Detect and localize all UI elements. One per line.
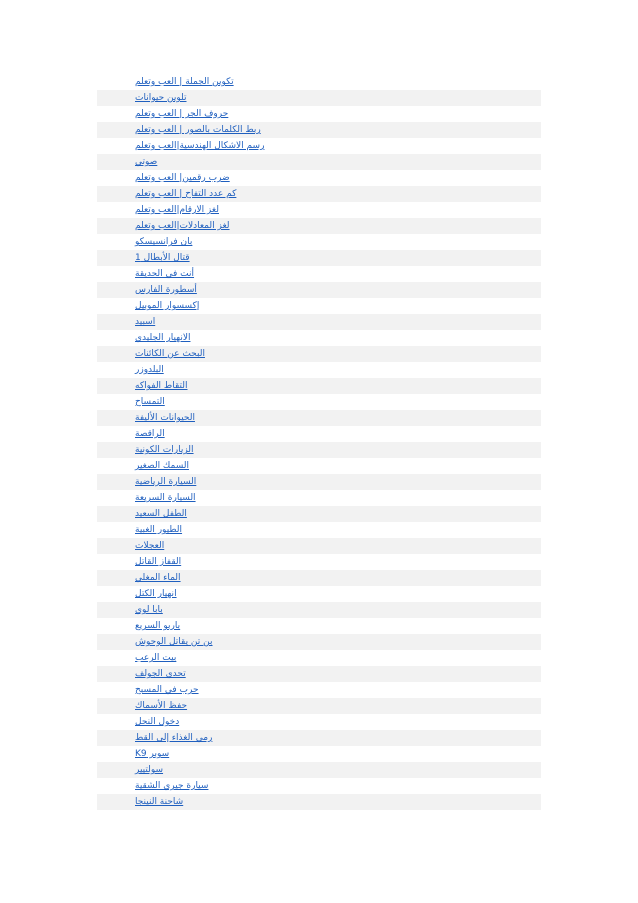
game-link[interactable]: تلوين حيوانات [135, 93, 187, 103]
list-item [97, 282, 541, 298]
game-link[interactable]: حروف الجر | العب وتعلم [135, 109, 229, 119]
game-link[interactable]: كم عدد التفاح | العب وتعلم [135, 189, 237, 199]
list-item [97, 266, 541, 282]
game-link[interactable]: بابا لوي [135, 605, 163, 615]
game-link[interactable]: أنت في الحديقة [135, 269, 195, 279]
game-link[interactable]: سولتيير [135, 765, 164, 775]
list-item [97, 186, 541, 202]
list-item [97, 746, 541, 762]
game-link[interactable]: لغز المعادلات|العب وتعلم [135, 221, 230, 231]
list-item [97, 426, 541, 442]
list-item [97, 522, 541, 538]
game-link[interactable]: القفاز القاتل [135, 557, 182, 567]
list-item [97, 346, 541, 362]
game-link[interactable]: ضرب رقمين| العب وتعلم [135, 173, 230, 183]
list-item [97, 202, 541, 218]
list-item [97, 538, 541, 554]
list-item [97, 650, 541, 666]
list-item [97, 122, 541, 138]
list-item [97, 506, 541, 522]
game-link[interactable]: الراقصة [135, 429, 165, 439]
game-link[interactable]: إكسسوار الموبيل [135, 301, 200, 311]
game-link[interactable]: سوبر K9 [135, 749, 170, 759]
game-link[interactable]: رسم الاشكال الهندسية|العب وتعلم [135, 141, 265, 151]
game-link[interactable]: السيارة السريعة [135, 493, 196, 503]
game-link[interactable]: العجلات [135, 541, 165, 551]
game-link[interactable]: انهيار الكتل [135, 589, 177, 599]
list-item [97, 682, 541, 698]
list-item [97, 234, 541, 250]
list-item [97, 74, 541, 90]
game-link[interactable]: قتال الأبطال 1 [135, 253, 190, 263]
list-item [97, 570, 541, 586]
list-item [97, 298, 541, 314]
game-link[interactable]: لغز الارقام|العب وتعلم [135, 205, 219, 215]
game-link[interactable]: الطيور الغبية [135, 525, 183, 535]
list-item [97, 250, 541, 266]
list-item [97, 730, 541, 746]
list-item [97, 394, 541, 410]
game-link[interactable]: التمساح [135, 397, 165, 407]
game-link[interactable]: الانهيار الجليدي [135, 333, 191, 343]
list-item [97, 762, 541, 778]
game-link[interactable]: بن تن يقاتل الوحوش [135, 637, 213, 647]
game-link[interactable]: بان فرانسيسكو [135, 237, 193, 247]
list-item [97, 314, 541, 330]
list-item [97, 442, 541, 458]
list-item [97, 474, 541, 490]
list-item [97, 330, 541, 346]
list-item [97, 378, 541, 394]
list-item [97, 602, 541, 618]
list-item [97, 714, 541, 730]
game-link[interactable]: سيارة جيري الشقية [135, 781, 209, 791]
game-link[interactable]: أسطورة الفارس [135, 285, 197, 295]
list-item [97, 154, 541, 170]
game-link[interactable]: الحيوانات الأليفة [135, 413, 195, 423]
list-item [97, 794, 541, 810]
game-link[interactable]: السمك الصغير [135, 461, 189, 471]
list-item [97, 778, 541, 794]
game-link[interactable]: السيارة الرياضية [135, 477, 197, 487]
game-link[interactable]: التقاط الفواكه [135, 381, 188, 391]
link-list [97, 74, 541, 810]
list-item [97, 618, 541, 634]
game-link[interactable]: البحث عن الكائنات [135, 349, 205, 359]
list-item [97, 554, 541, 570]
game-link[interactable]: الطفل السعيد [135, 509, 187, 519]
game-link[interactable]: تحدي الجولف [135, 669, 186, 679]
game-link[interactable]: ربط الكلمات بالصور | العب وتعلم [135, 125, 261, 135]
list-item [97, 138, 541, 154]
game-link[interactable]: الزيارات الكونية [135, 445, 194, 455]
game-link[interactable]: دخول النحل [135, 717, 180, 727]
game-link[interactable]: تكوين الجملة | العب وتعلم [135, 77, 234, 87]
list-item [97, 698, 541, 714]
list-item [97, 666, 541, 682]
game-link[interactable]: البلدوزر [135, 365, 164, 375]
game-link[interactable]: حفظ الأسماك [135, 701, 188, 711]
game-link[interactable]: باربو السريع [135, 621, 181, 631]
list-item [97, 458, 541, 474]
list-item [97, 106, 541, 122]
list-item [97, 634, 541, 650]
game-link[interactable]: الماء المغلي [135, 573, 181, 583]
list-item [97, 90, 541, 106]
game-link[interactable]: شاحنة النينجا [135, 797, 184, 807]
list-item [97, 362, 541, 378]
game-link[interactable]: رمي الغذاء إلى القط [135, 733, 213, 743]
game-link[interactable]: اسبيد [135, 317, 156, 327]
list-item [97, 410, 541, 426]
list-item [97, 170, 541, 186]
game-link[interactable]: بيت الرعب [135, 653, 177, 663]
list-item [97, 586, 541, 602]
list-item [97, 490, 541, 506]
game-link[interactable]: حرب في المسبح [135, 685, 199, 695]
game-link[interactable]: صوتي [135, 157, 158, 167]
list-item [97, 218, 541, 234]
